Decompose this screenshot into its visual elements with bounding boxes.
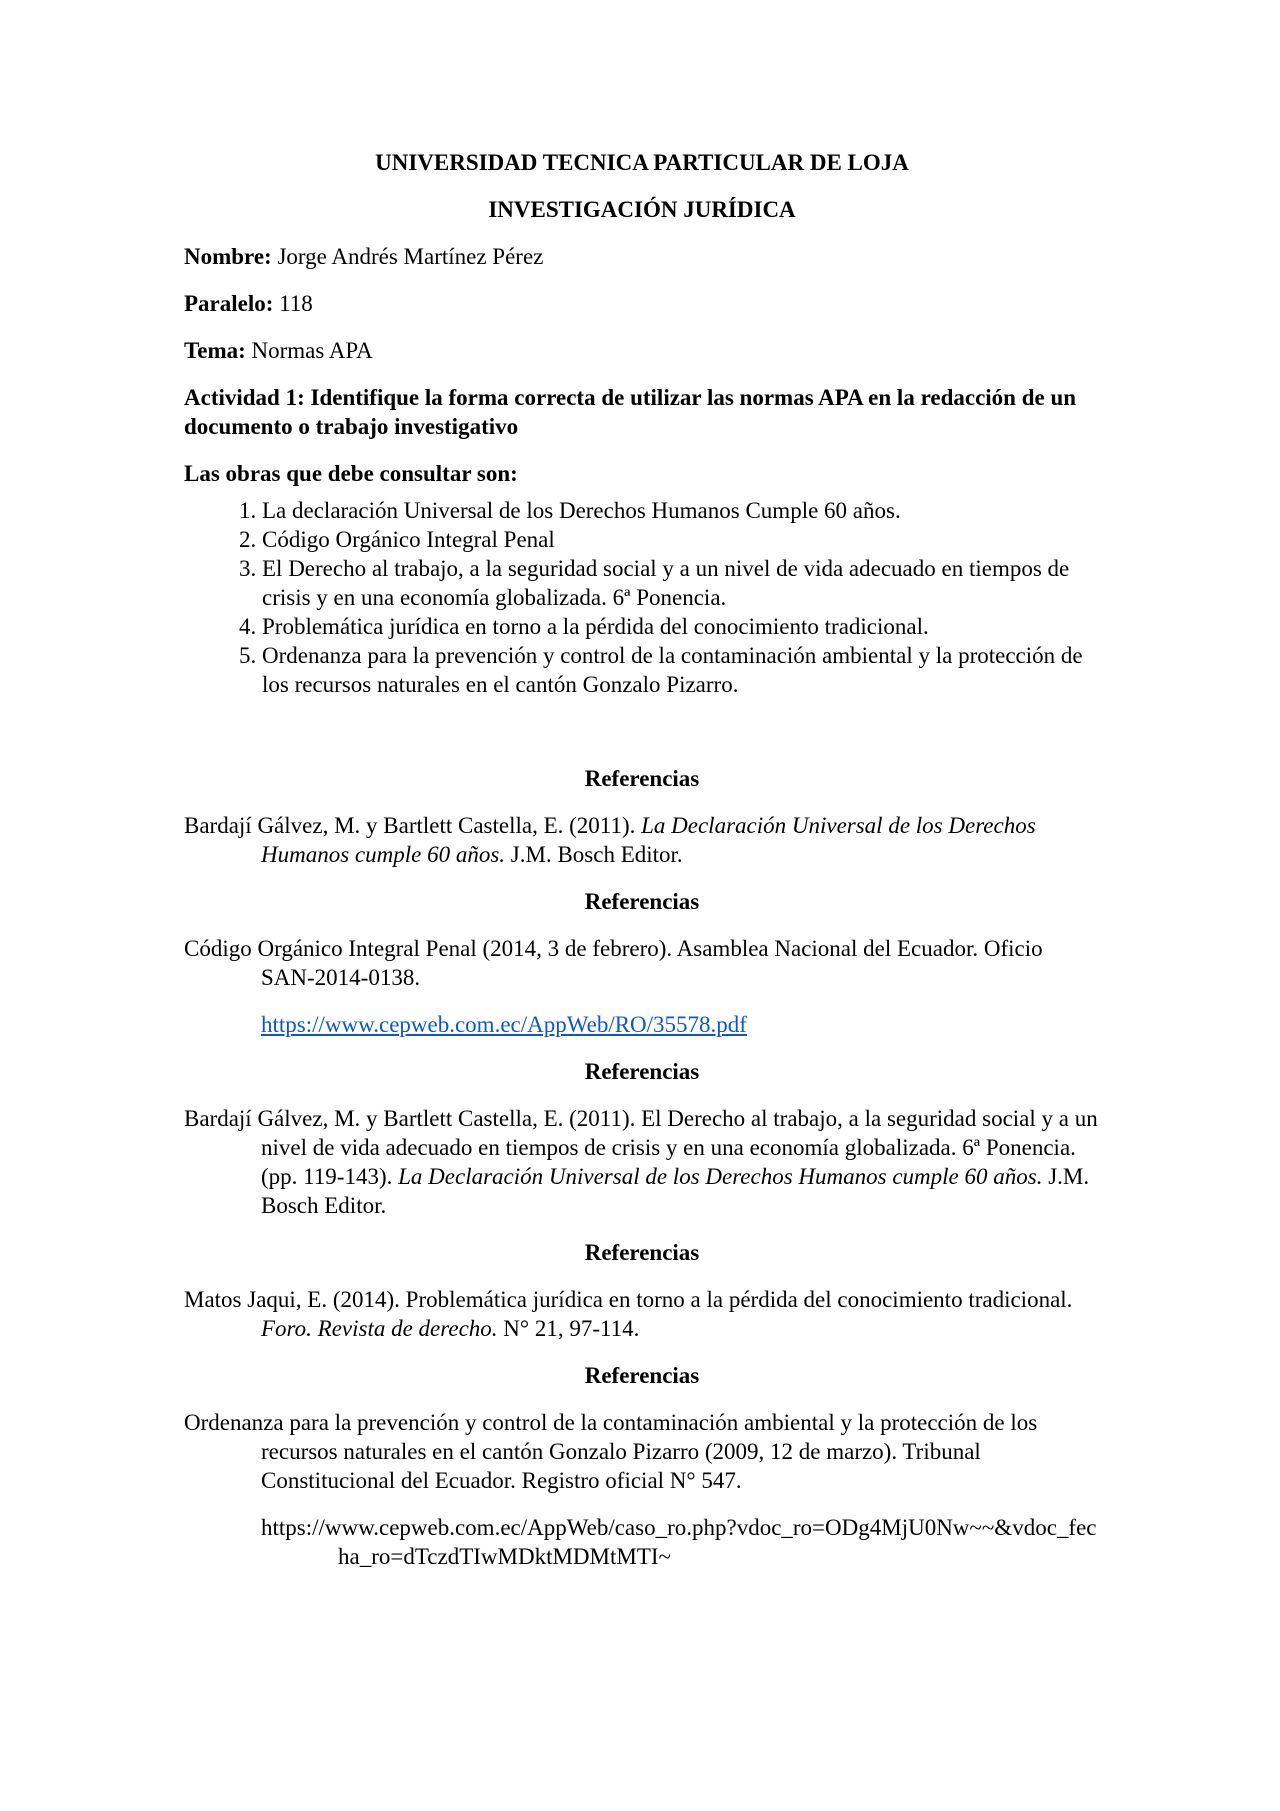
- reference-entry: Código Orgánico Integral Penal (2014, 3 de febrero). Asamblea Nacional del Ecuador. Oficio SAN-2014-0138.: [184, 936, 1043, 990]
- reference-entry: Ordenanza para la prevención y control de la contaminación ambiental y la protección de los recursos naturales en el cantón Gonzalo Pizarro (2009, 12 de marzo). Tribunal Constitucional del Ecuador. Registro oficial N° 547.: [184, 1410, 1038, 1493]
- topic-value: Normas APA: [245, 338, 373, 363]
- works-heading: Las obras que debe consultar son:: [184, 461, 518, 486]
- list-item: 3. El Derecho al trabajo, a la seguridad social y a un nivel de vida adecuado en tiempos de crisis y en una economía globalizada. 6ª Ponencia.: [262, 554, 1100, 612]
- ref-text: Bardají Gálvez, M. y Bartlett Castella, E. (2011). El Derecho al trabajo, a la seguridad social y a un nivel de vida adecuado en tiempos de crisis y en una economía globalizada. 6ª Ponencia. (pp. 119-143).: [184, 1106, 1098, 1189]
- ref-title: La Declaración Universal de los Derechos Humanos cumple 60 años.: [261, 813, 1036, 867]
- references-heading: Referencias: [584, 766, 700, 791]
- reference-link[interactable]: https://www.cepweb.com.ec/AppWeb/RO/35578.pdf: [261, 1012, 747, 1037]
- list-item: 5. Ordenanza para la prevención y control de la contaminación ambiental y la protección de los recursos naturales en el cantón Gonzalo Pizarro.: [262, 641, 1100, 699]
- subject-title: INVESTIGACIÓN JURÍDICA: [488, 197, 796, 222]
- ref-text: J.M. Bosch Editor.: [505, 842, 683, 867]
- topic-label: Tema:: [184, 338, 246, 363]
- reference-entry: [184, 811, 1100, 869]
- parallel-label: Paralelo:: [184, 291, 274, 316]
- list-item: 2. Código Orgánico Integral Penal: [262, 525, 1100, 554]
- list-item: 1. La declaración Universal de los Derechos Humanos Cumple 60 años.: [262, 496, 1100, 525]
- parallel-field: [184, 289, 1100, 318]
- list-item: 4. Problemática jurídica en torno a la pérdida del conocimiento tradicional.: [262, 612, 1100, 641]
- activity-statement: Actividad 1: Identifique la forma correcta de utilizar las normas APA en la redacción de un documento o trabajo investigativo: [184, 385, 1077, 439]
- spacer: [184, 699, 1100, 764]
- name-value: Jorge Andrés Martínez Pérez: [271, 244, 544, 269]
- ref-text: Matos Jaqui, E. (2014). Problemática jurídica en torno a la pérdida del conocimiento tradicional.: [184, 1287, 1073, 1312]
- ref-title: Foro. Revista de derecho.: [261, 1316, 498, 1341]
- reference-url: [184, 1010, 1100, 1039]
- parallel-value: 118: [273, 291, 313, 316]
- references-heading: Referencias: [584, 1240, 700, 1265]
- ref-title: La Declaración Universal de los Derechos Humanos cumple 60 años.: [398, 1164, 1043, 1189]
- references-heading: Referencias: [584, 889, 700, 914]
- reference-entry: [184, 1285, 1100, 1343]
- ref-text: N° 21, 97-114.: [497, 1316, 640, 1341]
- topic-field: [184, 336, 1100, 365]
- works-list: [184, 496, 1100, 699]
- references-heading: Referencias: [584, 1059, 700, 1084]
- name-field: [184, 242, 1100, 271]
- name-label: Nombre:: [184, 244, 272, 269]
- ref-text: Bardají Gálvez, M. y Bartlett Castella, E. (2011).: [184, 813, 642, 838]
- reference-entry: [184, 1104, 1100, 1220]
- references-heading: Referencias: [584, 1363, 700, 1388]
- reference-url: https://www.cepweb.com.ec/AppWeb/caso_ro.php?vdoc_ro=ODg4MjU0Nw~~&vdoc_fecha_ro=dTczdTIwMDktMDMtMTI~: [261, 1515, 1097, 1569]
- university-title: UNIVERSIDAD TECNICA PARTICULAR DE LOJA: [375, 150, 909, 175]
- ref-text: J.M. Bosch Editor.: [261, 1164, 1090, 1218]
